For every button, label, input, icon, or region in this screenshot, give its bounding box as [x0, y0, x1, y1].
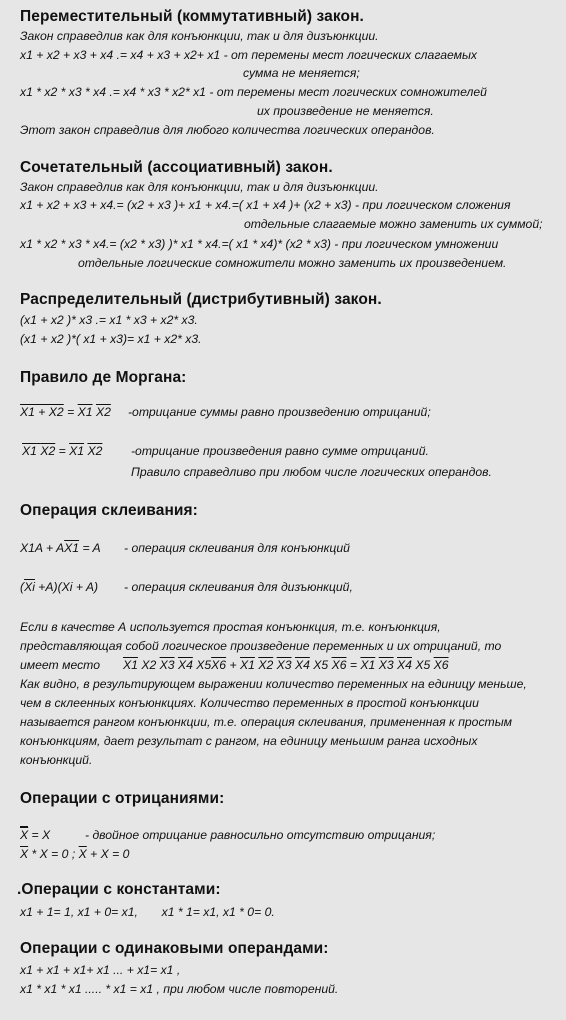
formula-part: + X = 0 — [86, 847, 130, 861]
double-negated-x: $\overline{X}$ — [20, 828, 29, 842]
term-var: X5 — [196, 658, 212, 672]
formula-part: ( — [20, 580, 25, 594]
formula-line: (x1 + x2 )* x3 .= x1 * x3 + x2* x3. — [20, 313, 198, 327]
var-x1: X1 — [22, 444, 37, 458]
text-line: Если в качестве А используется простая конъюнкция, т.е. конъюнкция, — [20, 620, 441, 634]
negated-x: $\overline{X}$ — [20, 847, 29, 861]
term-var: X6 — [211, 658, 227, 672]
heading-constants: .Операции с константами: — [17, 881, 221, 898]
formula-double-negation — [20, 828, 50, 842]
equals-sign: = — [67, 405, 75, 419]
formula-line: x1 * x2 * x3 * x4.= (x2 * x3) )* x1 * x4.=( x1 * x4)* (x2 * x3) - при логическом умножении — [20, 237, 499, 251]
heading-negation: Операции с отрицаниями: — [20, 790, 225, 807]
plus-sign: + — [229, 658, 237, 672]
negated-x: $\overline{X}$ — [78, 847, 87, 861]
negated-x1: X1 — [69, 444, 85, 458]
formula-negation-ops — [20, 847, 129, 861]
equals-sign: = — [349, 658, 357, 672]
formula-gluing-2 — [20, 580, 98, 594]
formula-de-morgan-1 — [20, 405, 111, 419]
text-line: -отрицание произведения равно сумме отрицаний. — [131, 444, 429, 458]
text-line: конъюнкциям, дает результат с рангом, на единицу меньшим ранга исходных — [20, 734, 478, 748]
term-var: X4 — [177, 658, 193, 672]
negated-x1: X1 — [64, 541, 80, 555]
term-var: X3 — [378, 658, 394, 672]
text-line: Правило справедливо при любом числе логических операндов. — [131, 465, 492, 479]
negated-x1: X1 — [77, 405, 93, 419]
term-var: X1 — [123, 658, 138, 672]
term-var: X3 — [159, 658, 175, 672]
term-var: X4 — [294, 658, 310, 672]
negated-product — [22, 444, 55, 458]
text-line: сумма не меняется; — [243, 66, 360, 80]
term-var: X6 — [331, 658, 347, 672]
negated-xi: $\overline{Xi}$ — [24, 580, 35, 594]
negated-x2: X2 — [95, 405, 111, 419]
text-line: отдельные логические сомножители можно заменить их произведением. — [78, 256, 507, 270]
formula-part: = A — [79, 541, 101, 555]
formula-line: x1 + x2 + x3 + x4 .= x4 + x3 + x2+ x1 - от перемены мест логических слагаемых — [20, 48, 478, 62]
negated-sum: X1 + X2 — [20, 405, 64, 419]
text-line: их произведение не меняется. — [257, 104, 434, 118]
formula-line: (x1 + x2 )*( x1 + x3)= x1 + x2* x3. — [20, 332, 202, 346]
text-line: чем в склеенных конъюнкциях. Количество переменных в простой конъюнкции — [20, 696, 479, 710]
heading-associative: Сочетательный (ассоциативный) закон. — [20, 159, 333, 176]
heading-commutative: Переместительный (коммутативный) закон. — [20, 8, 364, 25]
text-line: называется рангом конъюнкции, т.е. операция склеивания, примененная к простым — [20, 715, 513, 729]
term-var: X1 — [240, 658, 255, 672]
term-var: X3 — [276, 658, 292, 672]
formula-part: = X — [28, 828, 51, 842]
text-line: - операция склеивания для дизъюнкций, — [124, 580, 353, 594]
text-line: отдельные слагаемые можно заменить их суммой; — [244, 217, 543, 231]
text-line: - двойное отрицание равносильно отсутствию отрицания; — [85, 828, 436, 842]
term-var: X2 — [141, 658, 157, 672]
text-line: Закон справедлив как для конъюнкции, так и для дизъюнкции. — [20, 180, 379, 194]
term-var: X5 — [415, 658, 431, 672]
formula-gluing-1 — [20, 541, 101, 555]
text-line: Закон справедлив как для конъюнкции, так и для дизъюнкции. — [20, 29, 379, 43]
term-var: X2 — [258, 658, 274, 672]
text-line: -отрицание суммы равно произведению отрицаний; — [128, 405, 431, 419]
formula-line: x1 + 1= 1, x1 + 0= x1, x1 * 1= x1, x1 * 0= 0. — [20, 905, 275, 919]
term-var: X4 — [397, 658, 412, 672]
term-var: X6 — [433, 658, 449, 672]
formula-line: x1 + x1 + x1+ x1 ... + x1= x1 , — [20, 963, 181, 977]
negated-x2: X2 — [87, 444, 103, 458]
text-line: имеет место — [20, 658, 100, 672]
formula-gluing-example — [123, 658, 449, 672]
heading-distributive: Распределительный (дистрибутивный) закон. — [20, 291, 382, 308]
formula-line: x1 * x1 * x1 ..... * x1 = x1 , при любом числе повторений. — [20, 982, 339, 996]
var-x2: X2 — [40, 444, 56, 458]
heading-identical-operands: Операции с одинаковыми операндами: — [20, 940, 329, 957]
heading-de-morgan: Правило де Моргана: — [20, 369, 187, 386]
formula-de-morgan-2 — [22, 444, 102, 458]
text-line: конъюнкций. — [20, 753, 93, 767]
formula-part: +A)(Xi + A) — [34, 580, 99, 594]
heading-gluing: Операция склеивания: — [20, 502, 198, 519]
text-line: - операция склеивания для конъюнкций — [124, 541, 350, 555]
text-line: Этот закон справедлив для любого количества логических операндов. — [20, 123, 435, 137]
term-var: X5 — [313, 658, 329, 672]
equals-sign: = — [58, 444, 66, 458]
formula-line: x1 * x2 * x3 * x4 .= x4 * x3 * x2* x1 - от перемены мест логических сомножителей — [20, 85, 487, 99]
formula-part: X1A + A — [20, 541, 65, 555]
term-var: X1 — [360, 658, 376, 672]
text-line: Как видно, в результирующем выражении количество переменных на единицу меньше, — [20, 677, 527, 691]
formula-line: x1 + x2 + x3 + x4.= (x2 + x3 )+ x1 + x4.=( x1 + x4 )+ (x2 + x3) - при логическом сложения — [20, 198, 511, 212]
formula-part: * X = 0 ; — [28, 847, 79, 861]
text-line: представляющая собой логическое произведение переменных и их отрицаний, то — [20, 639, 502, 653]
